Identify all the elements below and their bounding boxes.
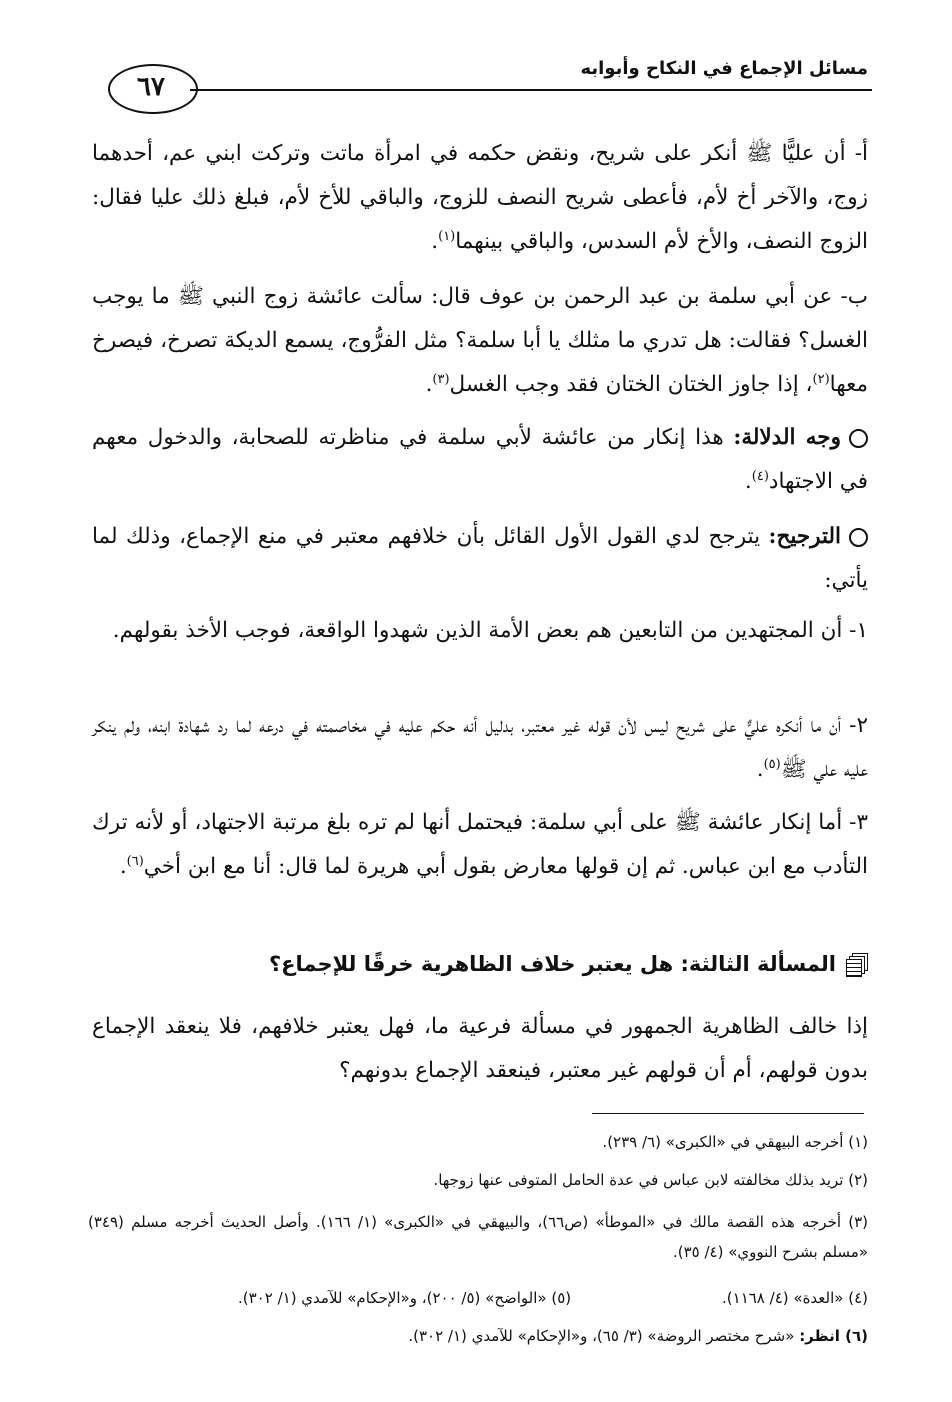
footnote-2: (٢) تريد بذلك مخالفته لابن عباس في عدة الحامل المتوفى عنها زوجها.	[433, 1171, 868, 1189]
paragraph-question	[92, 1005, 868, 1093]
footnote-ref-6[interactable]: (٦)	[126, 853, 144, 869]
paragraph-point-2: ٢- أن ما أنكره عليٌّ على شريح ليس لأن قوله غير معتبر، بدليل أنه حكم عليه في مخاصمته في درعه لما رد شهادة ابنه، ولم ينكر عليه علي ﷺ$^{(٥)}$.	[92, 713, 868, 782]
paragraph-b-text-2: ، إذا جاوز الختان الختان فقد وجب الغسل	[449, 372, 813, 397]
circle-bullet-icon	[849, 429, 868, 448]
point-2-text: ٢- أن ما أنكره عليٌّ على شريح ليس لأن قوله غير معتبر، بدليل أنه حكم عليه في مخاصمته في درعه لما رد شهادة ابنه، ولم ينكر عليه علي ﷺ	[92, 713, 868, 782]
footnote-6-text: «شرح مختصر الروضة» (٣/ ٦٥)، و«الإحكام» للآمدي (١/ ٣٠٢).	[408, 1327, 795, 1345]
paragraph-a-text: أ- أن عليًّا ﷺ أنكر على شريح، ونقض حكمه في امرأة ماتت وتركت ابني عم، أحدهما زوج، والآخر أخ لأم، فأعطى شريح النصف للزوج، والباقي للأخ لأم، فبلغ ذلك عليا فقال: الزوج النصف، والأخ لأم السدس، والباقي بينهما	[92, 141, 868, 254]
paragraph-evidence: وجه الدلالة: هذا إنكار من عائشة لأبي سلمة في مناظرته للصحابة، والدخول معهم في الاجتهاد$^{(٤)}$.	[92, 425, 868, 494]
footnote-3: (٣) أخرجه هذه القصة مالك في «الموطأ» (ص٦٦)، والبيهقي في «الكبرى» (١/ ١٦٦). وأصل الحديث أخرجه مسلم (٣٤٩) «مسلم بشرح النووي» (٤/ ٣٥).	[88, 1213, 868, 1261]
footnote-6-label: (٦) انظر:	[799, 1327, 868, 1345]
footnote-row-4-5	[88, 1283, 868, 1313]
section-heading	[92, 952, 868, 976]
paragraph-a: أ- أن عليًّا ﷺ أنكر على شريح، ونقض حكمه في امرأة ماتت وتركت ابني عم، أحدهما زوج، والآخر أخ لأم، فأعطى شريح النصف للزوج، والباقي للأخ لأم، فبلغ ذلك عليا فقال: الزوج النصف، والأخ لأم السدس، والباقي بينهما$^{(١)}$.	[92, 141, 868, 254]
section-heading-text: المسألة الثالثة: هل يعتبر خلاف الظاهرية خرقًا للإجماع؟	[268, 952, 836, 976]
paragraph-b: ب- عن أبي سلمة بن عبد الرحمن بن عوف قال: سألت عائشة زوج النبي ﷺ ما يوجب الغسل؟ فقالت: هل تدري ما مثلك يا أبا سلمة؟ مثل الفرُّوج، يسمع الديكة تصرخ، فيصرخ معها$^{(٢)}$، إذا جاوز الختان الختان فقد وجب الغسل$^{(٣)}$.	[92, 284, 868, 397]
footnote-separator	[592, 1113, 864, 1114]
documents-icon	[846, 953, 868, 975]
footnote-1: (١) أخرجه البيهقي في «الكبرى» (٦/ ٢٣٩).	[602, 1133, 868, 1151]
paragraph-point-3: ٣- أما إنكار عائشة ﷺ على أبي سلمة: فيحتمل أنها لم تره بلغ مرتبة الاجتهاد، أو لأنه ترك التأدب مع ابن عباس. ثم إن قولها معارض بقول أبي هريرة لما قال: أنا مع ابن أخي$^{(٦)}$.	[92, 810, 868, 879]
footnote-ref-3[interactable]: (٣)	[432, 371, 450, 387]
evidence-text: هذا إنكار من عائشة لأبي سلمة في مناظرته للصحابة، والدخول معهم في الاجتهاد	[92, 425, 868, 494]
page-number: ٦٧	[137, 72, 165, 102]
paragraph-preference	[92, 515, 868, 603]
footnote-ref-5[interactable]: (٥)	[763, 756, 781, 772]
footnote-4: (٤) «العدة» (٤/ ١١٦٨).	[722, 1289, 868, 1307]
running-title: مسائل الإجماع في النكاح وأبوابه	[580, 58, 868, 79]
footnote-ref-1[interactable]: (١)	[438, 228, 456, 244]
evidence-label: وجه الدلالة:	[733, 425, 841, 450]
header-rule	[190, 89, 872, 91]
footnote-6	[88, 1321, 868, 1351]
preference-text: يترجح لدي القول الأول القائل بأن خلافهم معتبر في منع الإجماع، وذلك لما يأتي:	[92, 524, 868, 593]
point-3-text: ٣- أما إنكار عائشة ﷺ على أبي سلمة: فيحتمل أنها لم تره بلغ مرتبة الاجتهاد، أو لأنه ترك التأدب مع ابن عباس. ثم إن قولها معارض بقول أبي هريرة لما قال: أنا مع ابن أخي	[92, 810, 868, 879]
paragraph-point-1	[92, 609, 868, 653]
point-1-text: ١- أن المجتهدين من التابعين هم بعض الأمة الذين شهدوا الواقعة، فوجب الأخذ بقولهم.	[112, 618, 868, 643]
circle-bullet-icon	[849, 528, 868, 547]
question-text: إذا خالف الظاهرية الجمهور في مسألة فرعية ما، فهل يعتبر خلافهم، فلا ينعقد الإجماع بدون قولهم، أم أن قولهم غير معتبر، فينعقد الإجماع بدونهم؟	[92, 1014, 868, 1083]
preference-label: الترجيح:	[768, 524, 841, 549]
footnote-ref-4[interactable]: (٤)	[751, 468, 769, 484]
footnote-5: (٥) «الواضح» (٥/ ٢٠٠)، و«الإحكام» للآمدي (١/ ٣٠٢).	[238, 1289, 572, 1307]
paragraph-b-text-1: ب- عن أبي سلمة بن عبد الرحمن بن عوف قال: سألت عائشة زوج النبي ﷺ ما يوجب الغسل؟ فقالت: هل تدري ما مثلك يا أبا سلمة؟ مثل الفرُّوج، يسمع الديكة تصرخ، فيصرخ معها	[92, 284, 868, 397]
footnote-ref-2[interactable]: (٢)	[812, 371, 830, 387]
